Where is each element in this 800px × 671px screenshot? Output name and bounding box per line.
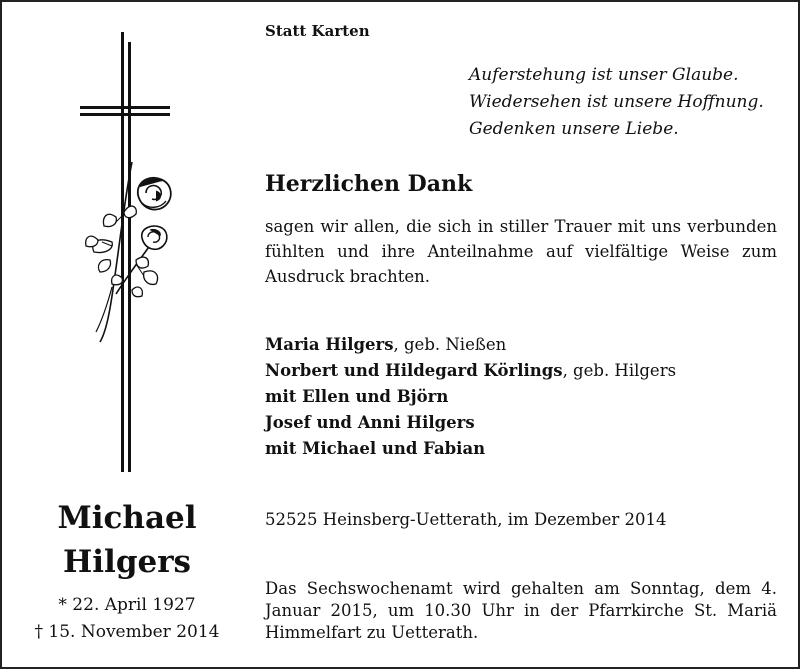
thanks-message: sagen wir allen, die sich in stiller Trauer mit uns verbunden fühlten und ihre Anteilnahme auf vielfältige Weise zum Ausdruck brachten. [265,217,777,286]
mourner-entry [265,384,676,410]
deceased-first-name: Michael [57,500,197,536]
mourner-name: Maria Hilgers [265,335,394,354]
mourner-name: Norbert und Hildegard Körlings [265,361,563,380]
death-date: † 15. November 2014 [34,622,220,642]
mourner-name: mit Michael und Fabian [265,439,486,458]
mourner-suffix: , geb. Hilgers [562,361,677,380]
mourner-entry [265,332,676,358]
place-date: 52525 Heinsberg-Uetterath, im Dezember 2014 [265,510,667,529]
deceased-block [2,496,252,646]
mourners-list [265,332,676,462]
motto-line: Auferstehung ist unser Glaube. [469,65,739,85]
motto [469,62,764,143]
mourner-suffix: , geb. Nießen [393,335,507,354]
deceased-last-name: Hilgers [62,544,192,580]
cross-with-roses-icon [72,32,192,472]
thanks-heading: Herzlichen Dank [265,171,473,197]
mourner-name: Josef und Anni Hilgers [265,413,475,432]
service-notice: Das Sechswochenamt wird gehalten am Sonntag, dem 4. Januar 2015, um 10.30 Uhr in der Pfarrkirche St. Mariä Himmelfart zu Uetterath. [265,579,777,642]
motto-line: Gedenken unsere Liebe. [469,119,679,139]
motto-line: Wiedersehen ist unsere Hoffnung. [469,92,764,112]
header-note: Statt Karten [265,22,370,40]
right-column [265,2,780,671]
mourner-entry [265,358,676,384]
mourner-entry [265,410,676,436]
mourner-entry [265,436,676,462]
mourner-name: mit Ellen und Björn [265,387,449,406]
left-column [2,2,252,671]
birth-date: * 22. April 1927 [58,595,196,615]
